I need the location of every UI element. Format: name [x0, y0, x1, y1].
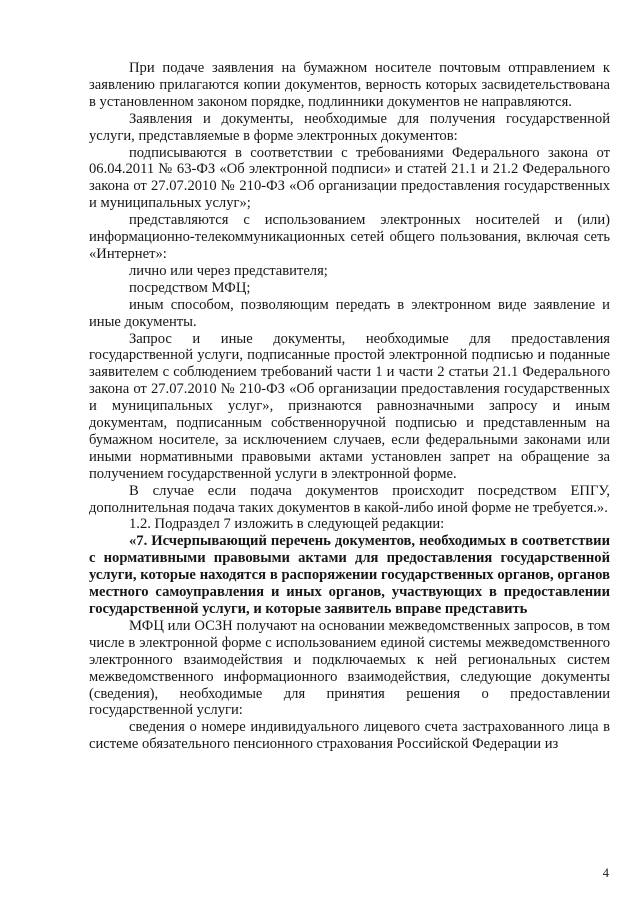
paragraph-electronic-media: представляются с использованием электронных носителей и (или) информационно-телекоммуникационных сетей общего пользования, включая сеть «Интернет»: — [89, 212, 610, 262]
paragraph-signature-requirements: подписываются в соответствии с требованиями Федерального закона от 06.04.2011 № 63-ФЗ «Об электронной подписи» и статей 21.1 и 21.2 Федерального закона от 27.07.2010 № 210-ФЗ «Об организации предоставления государственных и муниципальных услуг»; — [89, 144, 610, 212]
paragraph-pension-account: сведения о номере индивидуального лицевого счета застрахованного лица в системе обязательного пенсионного страхования Российской Федерации из — [89, 719, 610, 753]
list-item-mfc: посредством МФЦ; — [129, 279, 251, 296]
paragraph-interagency-requests: МФЦ или ОСЗН получают на основании межведомственных запросов, в том числе в электронной форме с использованием единой системы межведомственного электронного взаимодействия и подключаемых к ней региональных систем межведомственного информационного взаимодействия, следующие документы (сведения), необходимые для принятия решения о предоставлении государственной услуги: — [89, 617, 610, 719]
paragraph-mail-submission: При подаче заявления на бумажном носителе почтовым отправлением к заявлению прилагаются копии документов, верность которых засвидетельствована в установленном законом порядке, подлинники документов не направляются. — [89, 60, 610, 110]
paragraph-simple-signature: Запрос и иные документы, необходимые для предоставления государственной услуги, подписанные простой электронной подписью и поданные заявителем с соблюдением требований части 1 и части 2 статьи 21.1 Федерального закона от 27.07.2010 № 210-ФЗ «Об организации предоставления государственных и муниципальных услуг», признаются равнозначными запросу и иным документам, подписанным собственноручной подписью и представленным на бумажном носителе, за исключением случаев, если федеральными законами или иными нормативными правовыми актами установлен запрет на обращение за получением государственной услуги в электронной форме. — [89, 330, 610, 482]
page-number: 4 — [602, 866, 609, 880]
list-item-in-person: лично или через представителя; — [129, 262, 328, 279]
section-heading: «7. Исчерпывающий перечень документов, необходимых в соответствии с нормативными правовыми актами для предоставления государственной услуги, которые находятся в распоряжении государственных органов, органов местного самоуправления и иных органов, участвующих в предоставлении государственной услуги, и которые заявитель вправе представить — [89, 533, 610, 617]
list-item-other-method: иным способом, позволяющим передать в электронном виде заявление и иные документы. — [89, 296, 610, 330]
paragraph-electronic-documents: Заявления и документы, необходимые для получения государственной услуги, представляемые в форме электронных документов: — [89, 110, 610, 144]
paragraph-epgu-submission: В случае если подача документов происходит посредством ЕПГУ, дополнительная подача таких документов в какой-либо иной форме не требуется.». — [89, 482, 610, 516]
document-body — [89, 60, 610, 753]
paragraph-subsection-amendment: 1.2. Подраздел 7 изложить в следующей редакции: — [129, 516, 445, 533]
